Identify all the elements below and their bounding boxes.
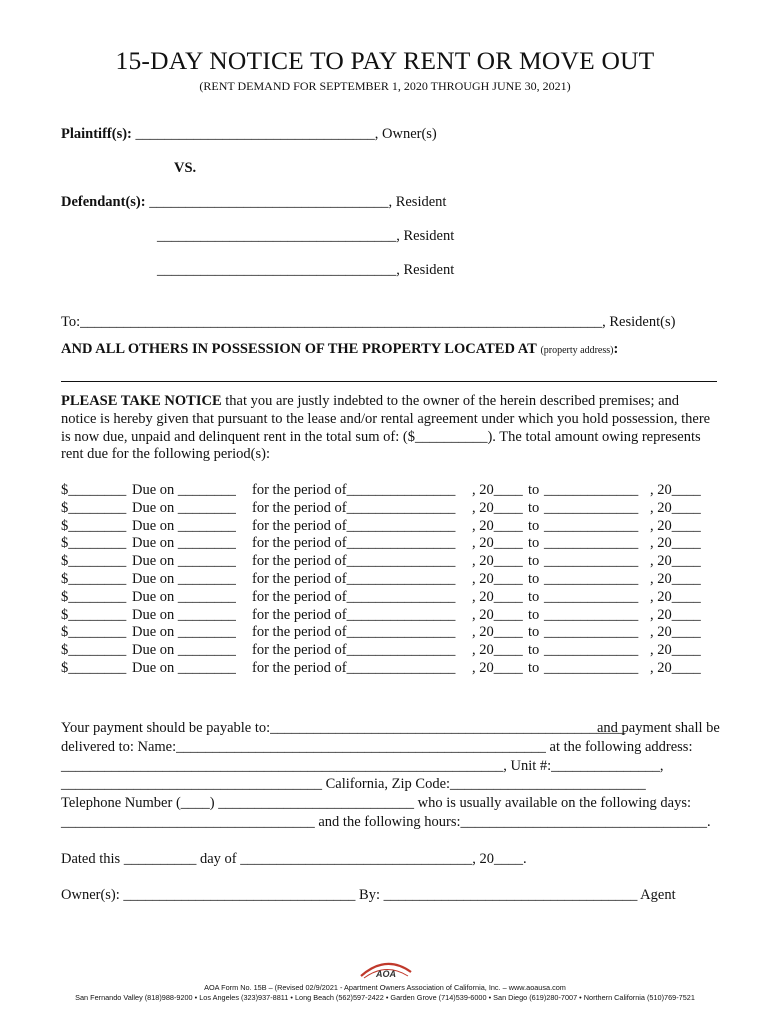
period-start-field[interactable]: for the period of_______________ [252,606,456,623]
due-on-field[interactable]: Due on ________ [132,588,236,605]
due-on-field[interactable]: Due on ________ [132,659,236,676]
period-end-field[interactable]: _____________ [544,535,639,552]
due-on-field[interactable]: Due on ________ [132,642,236,659]
period-end-year-field[interactable]: , 20____ [650,499,701,516]
notice-body: that you are justly indebted to the owner of the herein described premises; and notice is hereby given that pursuant to the lease and/or rental agreement under which you hold possession, there is now due, unpaid and delinquent rent in the total sum of: ($__________). The total amount owing represents rent due for the following period(s): [61,393,711,463]
to-label: To: [61,314,81,330]
due-on-field[interactable]: Due on ________ [132,570,236,587]
payment-line-2: delivered to: Name:___________________________________________________ at the following address: [61,739,693,755]
period-start-year-field[interactable]: , 20____ [472,553,523,570]
period-end-field[interactable]: _____________ [544,606,639,623]
rent-amount-field[interactable]: $________ [61,642,127,659]
rent-amount-field[interactable]: $________ [61,553,127,570]
period-end-field[interactable]: _____________ [544,659,639,676]
period-end-year-field[interactable]: , 20____ [650,482,701,498]
property-address-field[interactable] [61,381,717,382]
plaintiff-line [61,126,437,143]
due-on-field[interactable]: Due on ________ [132,517,236,534]
to-label: to [528,517,540,534]
to-field[interactable]: ________________________________________________________________________ [80,314,603,330]
period-end-field[interactable]: _____________ [544,588,639,605]
rent-amount-field[interactable]: $________ [61,499,127,516]
period-end-field[interactable]: _____________ [544,570,639,587]
possession-text: AND ALL OTHERS IN POSSESSION OF THE PROPERTY LOCATED AT [61,341,537,357]
period-start-field[interactable]: for the period of_______________ [252,659,456,676]
period-start-year-field[interactable]: , 20____ [472,517,523,534]
logo-text: AOA [376,969,396,979]
residents-suffix: , Resident(s) [602,314,676,330]
period-start-field[interactable]: for the period of_______________ [252,535,456,552]
defendant-field-2[interactable]: _________________________________ [157,228,397,244]
period-start-year-field[interactable]: , 20____ [472,624,523,641]
period-start-field[interactable]: for the period of_______________ [252,499,456,516]
to-label: to [528,642,540,659]
page-subtitle: (RENT DEMAND FOR SEPTEMBER 1, 2020 THROUGH JUNE 30, 2021) [199,79,571,93]
due-on-field[interactable]: Due on ________ [132,553,236,570]
period-start-field[interactable]: for the period of_______________ [252,624,456,641]
rent-amount-field[interactable]: $________ [61,517,127,534]
payment-line-3: _____________________________________________________________, Unit #:_______________, [61,758,664,774]
to-label: to [528,499,540,516]
to-label: to [528,535,540,552]
dated-line: Dated this __________ day of ________________________________, 20____. [61,851,527,867]
period-start-field[interactable]: for the period of_______________ [252,570,456,587]
defendant-field-1[interactable]: _________________________________ [149,194,389,210]
due-on-field[interactable]: Due on ________ [132,535,236,552]
payment-line-6: ___________________________________ and the following hours:__________________________________. [61,814,711,830]
property-address-note: (property address) [540,345,614,356]
due-on-field[interactable]: Due on ________ [132,624,236,641]
payment-line-5: Telephone Number (____) ___________________________ who is usually available on the following days: [61,795,692,811]
rent-amount-field[interactable]: $________ [61,570,127,587]
payment-line-4: ____________________________________ California, Zip Code:___________________________ [61,776,646,792]
aoa-logo-icon [358,958,414,982]
to-line [61,314,675,331]
to-label: to [528,624,540,641]
period-start-year-field[interactable]: , 20____ [472,570,523,587]
rent-amount-field[interactable]: $________ [61,606,127,623]
period-start-field[interactable]: for the period of_______________ [252,588,456,605]
rent-amount-field[interactable]: $________ [61,659,127,676]
owner-suffix: , Owner(s) [374,126,437,142]
to-label: to [528,553,540,570]
period-start-year-field[interactable]: , 20____ [472,606,523,623]
footer-form-info: AOA Form No. 15B – (Revised 02/9/2021 - Apartment Owners Association of California, Inc. – www.aoausa.com [204,983,566,992]
period-end-field[interactable]: _____________ [544,624,639,641]
period-end-year-field[interactable]: , 20____ [650,588,701,605]
period-end-field[interactable]: _____________ [544,553,639,570]
possession-colon: : [613,341,619,357]
period-start-field[interactable]: for the period of_______________ [252,482,456,498]
period-start-year-field[interactable]: , 20____ [472,642,523,659]
owner-signature-line: Owner(s): ________________________________ By: ___________________________________ Agent [61,887,676,903]
period-end-year-field[interactable]: , 20____ [650,517,701,534]
period-start-field[interactable]: for the period of_______________ [252,517,456,534]
period-end-field[interactable]: _____________ [544,517,639,534]
due-on-field[interactable]: Due on ________ [132,606,236,623]
notice-paragraph [61,393,711,464]
due-on-field[interactable]: Due on ________ [132,482,236,498]
period-start-field[interactable]: for the period of_______________ [252,553,456,570]
plaintiff-field[interactable]: _________________________________ [135,126,375,142]
period-end-year-field[interactable]: , 20____ [650,606,701,623]
rent-amount-field[interactable]: $________ [61,624,127,641]
footer-contacts: San Fernando Valley (818)988-9200 • Los Angeles (323)937-8811 • Long Beach (562)597-2422 • Garden Grove (714)539-6000 • San Diego (619)280-7007 • Northern California (510)769-7521 [75,993,695,1002]
rent-amount-field[interactable]: $________ [61,588,127,605]
period-start-field[interactable]: for the period of_______________ [252,642,456,659]
period-start-year-field[interactable]: , 20____ [472,499,523,516]
period-start-year-field[interactable]: , 20____ [472,535,523,552]
defendant-label: Defendant(s): [61,194,146,210]
to-label: to [528,588,540,605]
period-end-field[interactable]: _____________ [544,482,639,498]
notice-lead: PLEASE TAKE NOTICE [61,393,222,409]
to-label: to [528,570,540,587]
due-on-field[interactable]: Due on ________ [132,499,236,516]
period-end-year-field[interactable]: , 20____ [650,624,701,641]
period-start-year-field[interactable]: , 20____ [472,659,523,676]
resident-suffix: , Resident [388,194,447,210]
period-end-year-field[interactable]: , 20____ [650,535,701,552]
period-end-field[interactable]: _____________ [544,499,639,516]
vs-label: VS. [174,160,197,176]
defendant-field-3[interactable]: _________________________________ [157,262,397,278]
rent-amount-field[interactable]: $________ [61,535,127,552]
period-start-year-field[interactable]: , 20____ [472,588,523,605]
period-end-field[interactable]: _____________ [544,642,639,659]
period-start-year-field[interactable]: , 20____ [472,482,523,498]
to-label: to [528,659,540,676]
period-end-year-field[interactable]: , 20____ [650,553,701,570]
to-label: to [528,482,540,498]
payment-line-1b: and payment shall be [597,720,720,736]
possession-line [61,341,618,358]
to-label: to [528,606,540,623]
period-end-year-field[interactable]: , 20____ [650,659,701,676]
plaintiff-label: Plaintiff(s): [61,126,132,142]
resident-suffix: , Resident [396,262,455,278]
payment-line-1a: Your payment should be payable to:_________________________________________________ [61,720,626,736]
period-end-year-field[interactable]: , 20____ [650,570,701,587]
page-title: 15-DAY NOTICE TO PAY RENT OR MOVE OUT [115,46,655,75]
resident-suffix: , Resident [396,228,455,244]
defendant-line-3 [157,262,454,279]
rent-amount-field[interactable]: $________ [61,482,127,498]
defendant-line-2 [157,228,454,245]
period-end-year-field[interactable]: , 20____ [650,642,701,659]
defendant-line-1 [61,194,446,211]
